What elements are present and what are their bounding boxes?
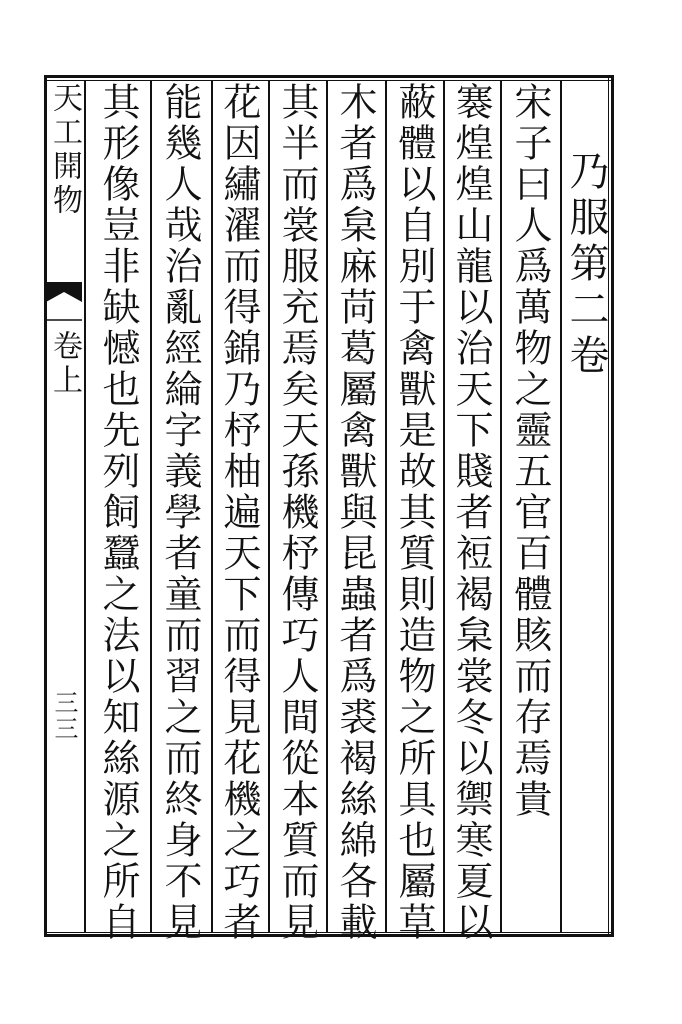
column-rule [150,80,152,932]
text-column-7: 能幾人哉治亂經綸字義學者童而習之而終身不見 [158,82,202,943]
text-column-3: 蔽體以自別于禽獸是故其質則造物之所具也屬草 [392,82,436,943]
column-rule [443,80,445,932]
margin-column-rule [84,80,86,932]
column-rule [326,80,328,932]
fishtail-mark-icon [44,280,84,324]
column-rule [385,80,387,932]
text-column-8: 其形像豈非缺憾也先列飼蠶之法以知絲源之所自 [96,82,140,943]
frame-inner-top-rule [44,80,614,81]
column-rule [268,80,270,932]
text-column-4: 木者爲枲麻苘葛屬禽獸與昆蟲者爲裘褐絲綿各載 [333,82,377,943]
margin-book-title: 天工開物 [47,82,82,218]
text-column-6: 花因繡濯而得錦乃杼柚遍天下而得見花機之巧者 [217,82,261,943]
chapter-title: 乃服第二卷 [563,150,609,380]
text-column-5: 其半而裳服充焉矣天孫機杼傳巧人間從本質而見 [275,82,319,943]
column-rule [500,80,502,932]
text-column-1: 宋子曰人爲萬物之靈五官百體賅而存焉貴 [508,82,552,820]
margin-volume-label: 卷上 [47,330,82,398]
margin-page-number: 三三 [50,690,78,742]
text-column-2: 褰煌煌山龍以治天下賤者裋褐枲裳冬以禦寒夏以 [449,82,493,943]
column-rule [211,80,213,932]
